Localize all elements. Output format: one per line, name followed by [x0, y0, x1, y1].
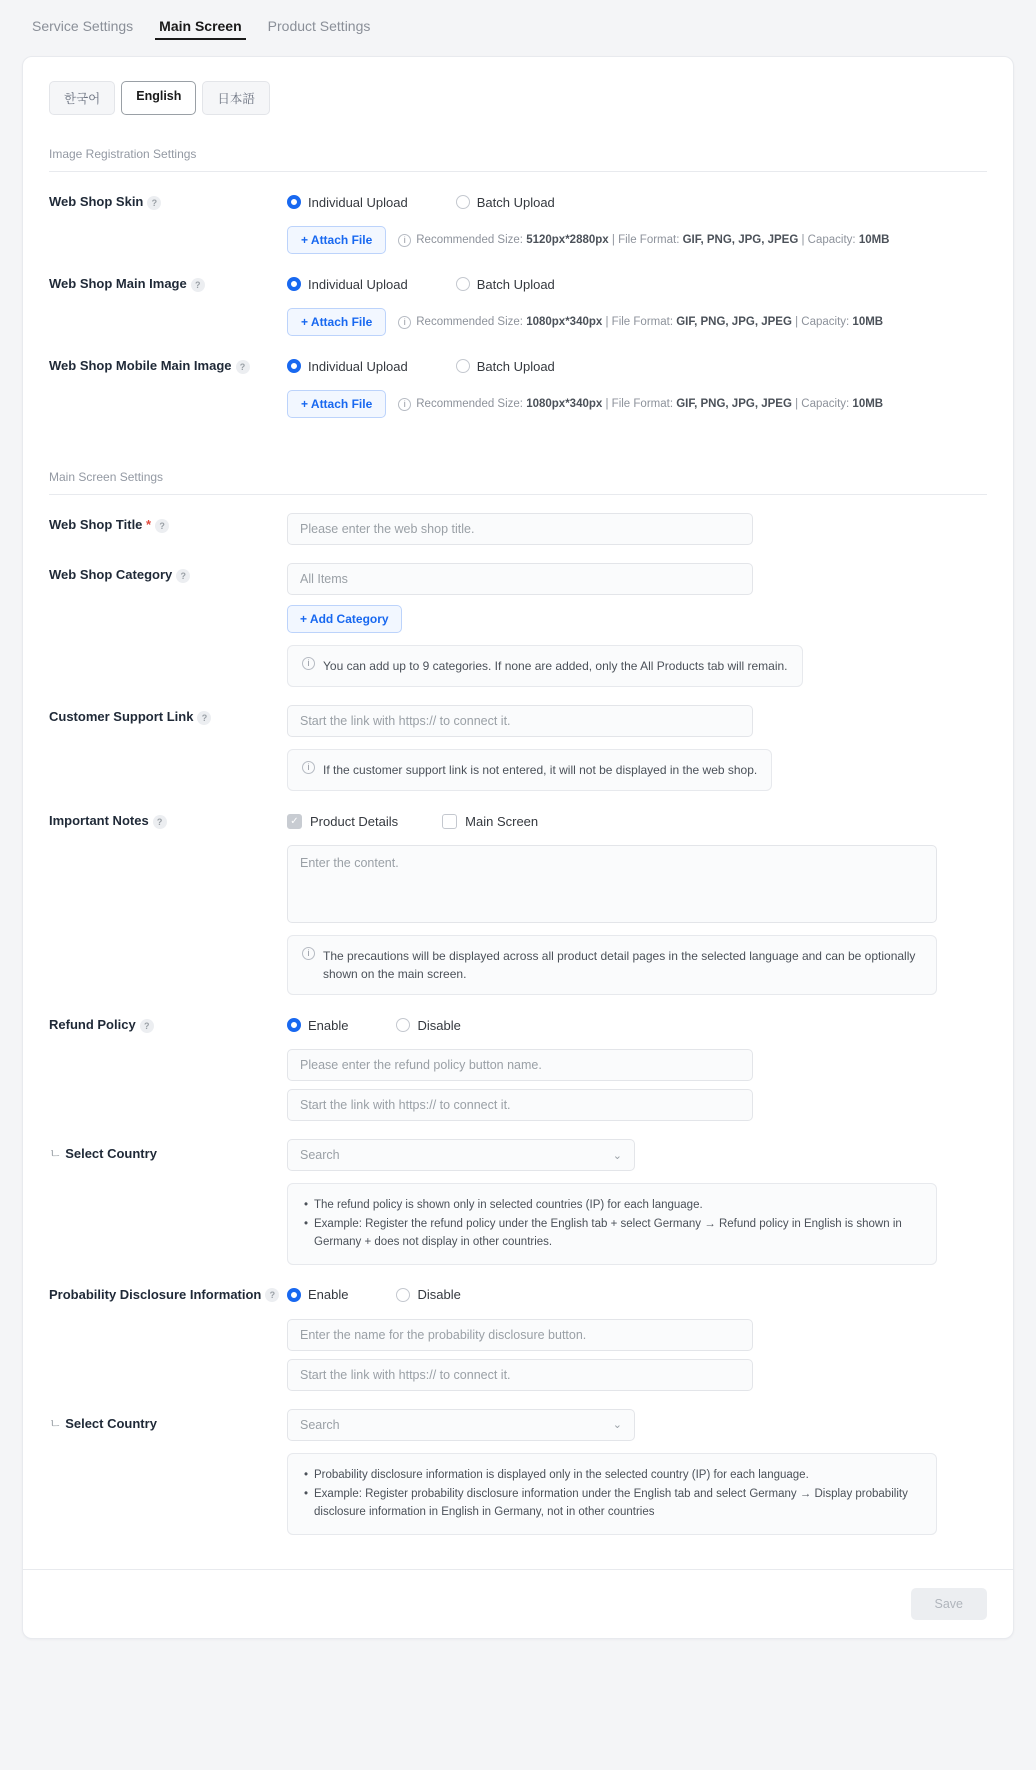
label-text: Refund Policy	[49, 1017, 136, 1032]
radio-batch-upload-mobile-main-image[interactable]	[456, 359, 555, 374]
label-text: Web Shop Title	[49, 517, 143, 532]
label-web-shop-skin	[49, 190, 287, 254]
sub-label-prefix: ㄴ	[49, 1146, 62, 1161]
help-icon[interactable]: ?	[197, 711, 211, 725]
important-notes-notice	[287, 935, 937, 995]
label-web-shop-main-image	[49, 272, 287, 336]
radio-label: Batch Upload	[476, 276, 555, 292]
radio-label: Enable	[308, 1017, 349, 1033]
label-text: Web Shop Mobile Main Image	[49, 358, 232, 373]
radio-batch-upload-skin[interactable]	[456, 195, 555, 210]
important-notes-checkbox-group	[287, 809, 987, 833]
info-icon: i	[398, 234, 411, 247]
hint-mid: | File Format:	[602, 398, 677, 410]
row-web-shop-category	[49, 545, 987, 687]
radio-label: Enable	[308, 1287, 349, 1303]
customer-support-notice	[287, 749, 772, 791]
attach-file-button-main-image[interactable]: + Attach File	[287, 308, 386, 336]
label-customer-support-link	[49, 705, 287, 791]
field-refund-policy	[287, 1013, 987, 1121]
label-text: Select Country	[65, 1146, 157, 1161]
hint-capacity-label: | Capacity:	[791, 316, 853, 328]
select-value: Search	[300, 1417, 340, 1432]
notice-text: The precautions will be displayed across all product detail pages in the selected language and can be optionally shown on the main screen.	[323, 949, 916, 981]
help-icon[interactable]: ?	[155, 519, 169, 533]
label-text: Important Notes	[49, 813, 149, 828]
hint-prefix: Recommended Size:	[416, 316, 527, 328]
section-spacer	[23, 418, 1013, 444]
hint-format: GIF, PNG, JPG, JPEG	[682, 234, 799, 246]
tab-main-screen[interactable]: Main Screen	[151, 4, 249, 46]
row-refund-policy-country	[49, 1121, 987, 1265]
attach-file-button-skin[interactable]: + Attach File	[287, 226, 386, 254]
help-icon[interactable]: ?	[153, 815, 167, 829]
field-probability-disclosure	[287, 1283, 987, 1391]
row-web-shop-mobile-main-image	[49, 336, 987, 418]
radio-label: Individual Upload	[308, 358, 408, 374]
row-probability-disclosure-country	[49, 1391, 987, 1535]
check-icon	[442, 814, 457, 829]
help-icon[interactable]: ?	[140, 1019, 154, 1033]
refund-policy-bullets	[287, 1183, 937, 1265]
info-icon: i	[302, 947, 315, 960]
hint-capacity-label: | Capacity:	[791, 398, 853, 410]
row-probability-disclosure	[49, 1265, 987, 1391]
row-important-notes	[49, 791, 987, 995]
radio-dot	[287, 277, 301, 291]
upload-mode-radio-group-main-image	[287, 272, 987, 296]
label-web-shop-category	[49, 563, 287, 687]
tab-bar	[0, 0, 1036, 50]
label-text: Probability Disclosure Information	[49, 1286, 262, 1302]
help-icon[interactable]: ?	[147, 196, 161, 210]
attach-line-main-image	[287, 308, 987, 336]
radio-refund-policy-disable[interactable]	[396, 1018, 460, 1033]
label-text: Web Shop Category	[49, 567, 173, 582]
check-icon: ✓	[287, 814, 302, 829]
radio-dot	[456, 195, 470, 209]
row-customer-support-link	[49, 687, 987, 791]
help-icon[interactable]: ?	[191, 278, 205, 292]
tab-product-settings[interactable]: Product Settings	[267, 18, 371, 34]
help-icon[interactable]: ?	[176, 569, 190, 583]
language-button-english[interactable]: English	[121, 81, 196, 115]
main-screen-rows	[23, 495, 1013, 1535]
upload-hint-main-image	[398, 316, 883, 329]
radio-dot	[287, 195, 301, 209]
radio-dot	[396, 1288, 410, 1302]
radio-probability-disclosure-enable[interactable]	[287, 1287, 348, 1302]
language-selector	[23, 57, 1013, 121]
customer-support-link-input[interactable]: Start the link with https:// to connect it.	[287, 705, 753, 737]
radio-dot	[287, 359, 301, 373]
image-registration-rows	[23, 172, 1013, 418]
settings-card	[22, 56, 1014, 1639]
hint-prefix: Recommended Size:	[416, 398, 527, 410]
info-icon: i	[302, 657, 315, 670]
hint-size: 1080px*340px	[526, 398, 603, 410]
upload-mode-radio-group-skin	[287, 190, 987, 214]
info-icon: i	[398, 398, 411, 411]
radio-label: Disable	[417, 1287, 461, 1303]
radio-individual-upload-skin[interactable]	[287, 195, 408, 210]
probability-disclosure-button-name-input[interactable]: Enter the name for the probability disclosure button.	[287, 1319, 753, 1351]
radio-probability-disclosure-disable[interactable]	[396, 1287, 460, 1302]
attach-line-mobile-main-image	[287, 390, 987, 418]
attach-file-button-mobile-main-image[interactable]: + Attach File	[287, 390, 386, 418]
radio-label: Individual Upload	[308, 276, 408, 292]
radio-label: Batch Upload	[476, 358, 555, 374]
radio-refund-policy-enable[interactable]	[287, 1018, 348, 1033]
probability-disclosure-radio-group	[287, 1283, 987, 1307]
field-probability-disclosure-country	[287, 1409, 987, 1535]
section-title-main-screen: Main Screen Settings	[49, 470, 987, 495]
hint-capacity-label: | Capacity:	[798, 234, 859, 246]
web-shop-title-input[interactable]: Please enter the web shop title.	[287, 513, 753, 545]
attach-line-skin	[287, 226, 987, 254]
card-footer	[23, 1569, 1013, 1638]
radio-label: Batch Upload	[476, 194, 555, 210]
label-important-notes	[49, 809, 287, 995]
select-value: Search	[300, 1148, 340, 1162]
field-web-shop-main-image	[287, 272, 987, 336]
field-web-shop-title	[287, 513, 987, 545]
chevron-down-icon: ⌄	[612, 1419, 622, 1432]
web-shop-category-input[interactable]: All Items	[287, 563, 753, 595]
notice-text: You can add up to 9 categories. If none are added, only the All Products tab will remain.	[323, 659, 788, 673]
field-important-notes	[287, 809, 987, 995]
row-web-shop-main-image	[49, 254, 987, 336]
radio-batch-upload-main-image[interactable]	[456, 277, 555, 292]
checkbox-product-details[interactable]	[287, 814, 398, 829]
info-icon: i	[302, 761, 315, 774]
hint-format: GIF, PNG, JPG, JPEG	[676, 398, 792, 410]
label-web-shop-mobile-main-image	[49, 354, 287, 418]
label-web-shop-title	[49, 513, 287, 545]
label-text: Web Shop Main Image	[49, 276, 187, 291]
upload-hint-skin	[398, 234, 889, 247]
hint-size: 5120px*2880px	[526, 234, 609, 246]
upload-hint-mobile-main-image	[398, 398, 883, 411]
radio-label: Individual Upload	[308, 194, 408, 210]
label-refund-policy	[49, 1013, 287, 1121]
required-marker: *	[146, 517, 152, 532]
refund-policy-link-input[interactable]: Start the link with https:// to connect it.	[287, 1089, 753, 1121]
field-customer-support-link	[287, 705, 987, 791]
field-web-shop-mobile-main-image	[287, 354, 987, 418]
field-web-shop-category	[287, 563, 987, 687]
label-text: Select Country	[65, 1415, 157, 1431]
radio-label: Disable	[417, 1017, 461, 1033]
sub-label-prefix: ㄴ	[49, 1415, 62, 1431]
label-text: Web Shop Skin	[49, 194, 144, 209]
category-notice	[287, 645, 803, 687]
section-title-image-registration: Image Registration Settings	[49, 147, 987, 172]
hint-prefix: Recommended Size:	[416, 234, 527, 246]
hint-mid: | File Format:	[602, 316, 677, 328]
row-web-shop-skin	[49, 172, 987, 254]
field-web-shop-skin	[287, 190, 987, 254]
radio-dot	[287, 1018, 301, 1032]
bullet-item: • The refund policy is shown only in selected countries (IP) for each language.	[304, 1196, 920, 1215]
row-web-shop-title	[49, 495, 987, 545]
important-notes-textarea[interactable]: Enter the content.	[287, 845, 937, 923]
hint-capacity: 10MB	[858, 234, 890, 246]
add-category-button[interactable]: + Add Category	[287, 605, 402, 633]
language-button-korean[interactable]: 한국어	[49, 81, 115, 115]
label-probability-disclosure-country	[49, 1409, 287, 1535]
save-button[interactable]: Save	[911, 1588, 988, 1620]
help-icon[interactable]: ?	[236, 360, 250, 374]
help-icon[interactable]: ?	[265, 1288, 279, 1302]
bullet-item: • Probability disclosure information is displayed only in the selected country (IP) for each language.	[304, 1466, 920, 1485]
hint-mid: | File Format:	[608, 234, 683, 246]
refund-policy-radio-group	[287, 1013, 987, 1037]
checkbox-main-screen[interactable]	[442, 814, 538, 829]
radio-individual-upload-mobile-main-image[interactable]	[287, 359, 408, 374]
row-refund-policy	[49, 995, 987, 1121]
tab-service-settings[interactable]: Service Settings	[32, 18, 134, 34]
radio-dot	[456, 359, 470, 373]
checkbox-label: Main Screen	[465, 813, 539, 829]
label-probability-disclosure	[49, 1283, 287, 1391]
info-icon: i	[398, 316, 411, 329]
notice-text: If the customer support link is not entered, it will not be displayed in the web shop.	[323, 763, 758, 777]
hint-capacity: 10MB	[852, 398, 884, 410]
refund-policy-button-name-input[interactable]: Please enter the refund policy button name.	[287, 1049, 753, 1081]
label-refund-policy-country	[49, 1139, 287, 1265]
radio-individual-upload-main-image[interactable]	[287, 277, 408, 292]
language-button-japanese[interactable]: 日本語	[202, 81, 270, 115]
label-text: Customer Support Link	[49, 709, 194, 724]
chevron-down-icon: ⌄	[612, 1149, 622, 1162]
bullet-item: • Example: Register probability disclosure information under the English tab and select Germany → Display probability disclosure information in English in Germany, not in other countries	[304, 1485, 920, 1522]
bullet-item: • Example: Register the refund policy under the English tab + select Germany → Refund policy in English is shown in Germany + does not display in other countries.	[304, 1215, 920, 1252]
radio-dot	[456, 277, 470, 291]
hint-capacity: 10MB	[852, 316, 884, 328]
refund-policy-country-select[interactable]	[287, 1139, 635, 1171]
upload-mode-radio-group-mobile-main-image	[287, 354, 987, 378]
checkbox-label: Product Details	[310, 813, 399, 829]
probability-disclosure-link-input[interactable]: Start the link with https:// to connect it.	[287, 1359, 753, 1391]
radio-dot	[287, 1288, 301, 1302]
probability-disclosure-bullets	[287, 1453, 937, 1535]
hint-size: 1080px*340px	[526, 316, 603, 328]
probability-disclosure-country-select[interactable]	[287, 1409, 635, 1441]
radio-dot	[396, 1018, 410, 1032]
hint-format: GIF, PNG, JPG, JPEG	[676, 316, 792, 328]
field-refund-policy-country	[287, 1139, 987, 1265]
